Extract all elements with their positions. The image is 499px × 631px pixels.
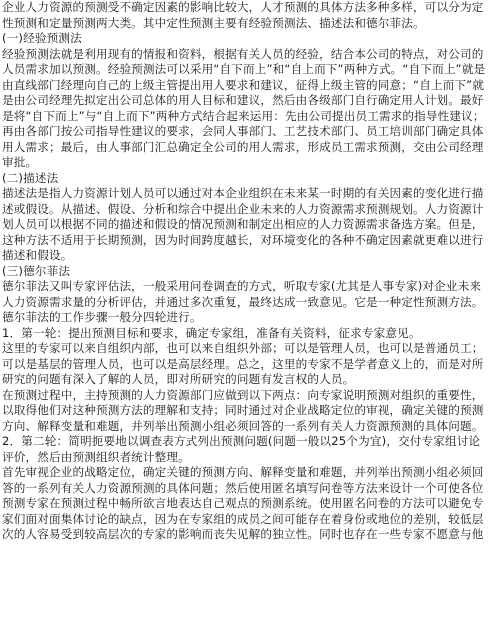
text-line: 可以是基层的管理人员，也可以是高层经理。总之，这里的专家不是学者意义上的，而是对所 (2, 356, 484, 371)
text-line: 划人员可以根据不同的描述和假设的情况预测和制定出相应的人力资源需求备选方案。但是， (2, 217, 484, 231)
text-line: 由直线部门经理向自己的上级主管提出用人要求和建议，征得上级主管的同意；“自上而下”就 (2, 77, 485, 92)
text-line: 描述法是指人力资源计划人员可以通过对本企业组织在未来某一时期的有关因素的变化进行描 (2, 186, 484, 200)
text-line: 用人需求；最后，由人事部门汇总确定全公司的用人需求，形成员工需求预测，交由公司经理 (2, 139, 484, 154)
text-line: 这种方法不适用于长期预测，因为时间跨度越长，对环境变化的各种不确定因素就更难以进行 (2, 232, 484, 247)
text-line: 1．第一轮：提出预测目标和要求，确定专家组，准备有关资料，征求专家意见。 (2, 325, 421, 340)
text-line: 在预测过程中，主持预测的人力资源部门应做到以下两点：向专家说明预测对组织的重要性， (2, 387, 484, 402)
intro-paragraph (2, 0, 497, 31)
section-heading: (二)描述法 (2, 170, 59, 185)
text-line: 再由各部门按公司指导性建议的要求，会同人事部门、工艺技术部门、员工培训部门确定具体 (2, 124, 484, 138)
text-line: 审批。 (2, 155, 38, 169)
text-line: 次的人容易受到较高层次的专家的影响而丧失见解的独立性。同时也存在一些专家不愿意与他 (2, 527, 484, 541)
text-line: 评价，然后由预测组织者统计整理。 (2, 449, 190, 464)
text-line: 是由公司经理先拟定出公司总体的用人目标和建议，然后由各级部门自行确定用人计划。最好 (2, 93, 484, 107)
text-line: 德尔菲法的工作步骤一般分四轮进行。 (2, 310, 202, 324)
text-line: 以取得他们对这种预测方法的理解和支持；同时通过对企业战略定位的审视，确定关键的预测 (2, 403, 484, 417)
section-heading: (一)经验预测法 (2, 31, 82, 45)
text-line: 是将“自下而上”与“自上而下”两种方式结合起来运用：先由公司提出员工需求的指导性建议； (2, 108, 485, 123)
text-line: 方向、解释变量和难题，并列举出预测小组必须回答的一系列有关人力资源预测的具体问题。 (2, 418, 484, 433)
section-heading: (三)德尔菲法 (2, 263, 71, 278)
text-line: 研究的问题有深入了解的人员，即对所研究的问题有发言权的人员。 (2, 372, 355, 386)
text-line: 家们面对面集体讨论的缺点，因为在专家组的成员之间可能存在着身份或地位的差别，较低层 (2, 511, 484, 526)
text-line: 2．第二轮：简明扼要地以调查表方式列出预测问题(问题一般以25个为宜)，交付专家组讨论 (2, 434, 481, 448)
text-line: 这里的专家可以来自组织内部，也可以来自组织外部；可以是管理人员，也可以是普通员工； (2, 341, 484, 355)
text-line: 经验预测法就是利用现有的情报和资料，根据有关人员的经验，结合本公司的特点，对公司的 (2, 46, 484, 61)
text-line: 描述和假设。 (2, 248, 73, 262)
text-line: 性预测和定量预测两大类。其中定性预测主要有经验预测法、描述法和德尔菲法。 (2, 15, 425, 30)
text-line: 企业人力资源的预测受不确定因素的影响比较大，人才预测的具体方法多种多样，可以分为定 (2, 0, 484, 14)
text-line: 答的一系列有关人力资源预测的具体问题；然后使用匿名填写问卷等方法来设计一个可使各位 (2, 480, 484, 495)
text-line: 德尔菲法又叫专家评估法，一般采用问卷调查的方式，听取专家(尤其是人事专家)对企业未来 (2, 279, 482, 293)
section-description-method (2, 171, 497, 264)
section-experience-method (2, 31, 497, 171)
text-line: 人力资源需求量的分析评估，并通过多次重复，最终达成一致意见。它是一种定性预测方法。 (2, 294, 484, 309)
text-line: 人员需求加以预测。经验预测法可以采用“自下而上”和“自上而下”两种方式。“自下而上”就是 (2, 62, 486, 76)
text-line: 预测专家在预测过程中畅所欲言地表达自己观点的预测系统。使用匿名问卷的方法可以避免专 (2, 496, 484, 510)
text-line: 首先审视企业的战略定位，确定关键的预测方向、解释变量和难题，并列举出预测小组必须回 (2, 465, 484, 479)
section-delphi-method (2, 264, 497, 543)
text-line: 述或假设。从描述、假设、分析和综合中提出企业未来的人力资源需求预测规划。人力资源计 (2, 201, 484, 216)
